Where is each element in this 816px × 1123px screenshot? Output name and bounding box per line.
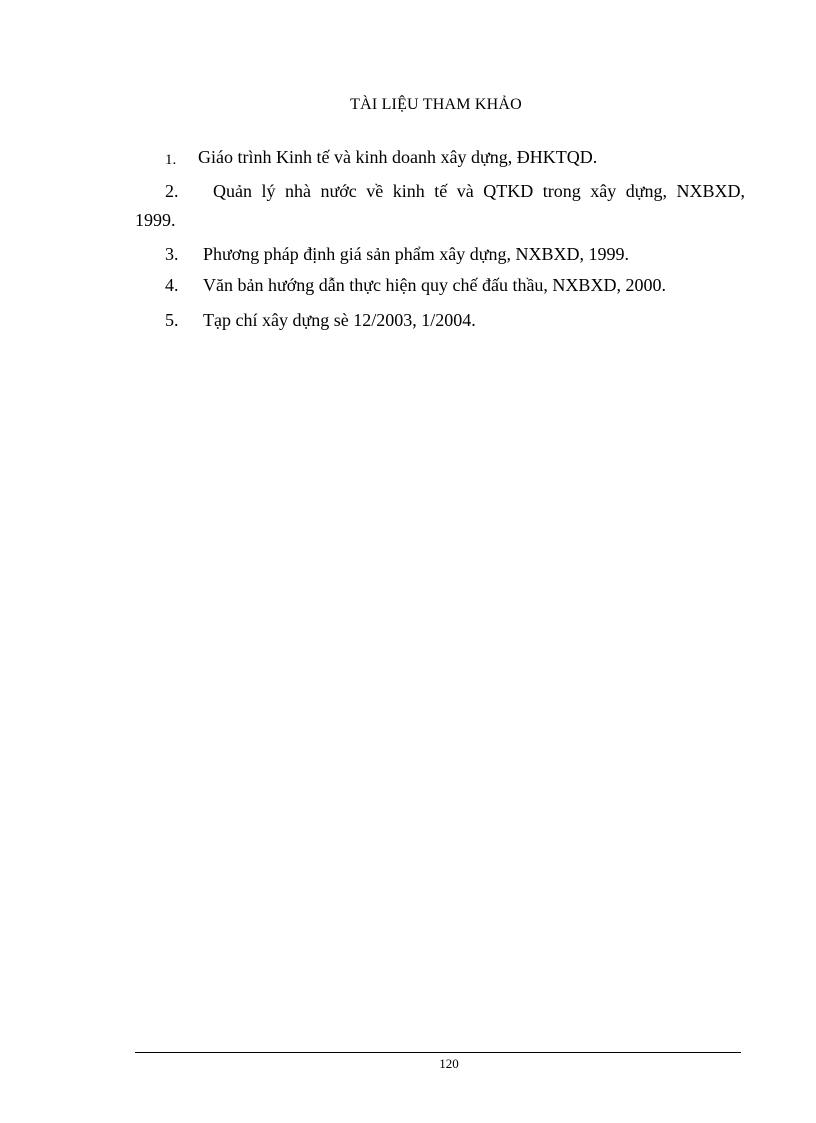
reference-number: 3. [165, 244, 179, 264]
page-title: TÀI LIỆU THAM KHẢO [350, 96, 522, 113]
reference-text: Giáo trình Kinh tế và kinh doanh xây dựng, ĐHKTQD. [198, 147, 598, 167]
reference-number: 4. [165, 275, 179, 295]
reference-text: Phương pháp định giá sản phẩm xây dựng, NXBXD, 1999. [203, 244, 629, 264]
page-number: 120 [439, 1056, 459, 1071]
reference-text: Văn bản hướng dẫn thực hiện quy chế đấu thầu, NXBXD, 2000. [203, 275, 666, 295]
reference-text: Tạp chí xây dựng sè 12/2003, 1/2004. [203, 310, 476, 330]
reference-number: 2. [165, 181, 179, 201]
reference-number: 1. [165, 152, 177, 168]
reference-text: Quản lý nhà nước về kinh tế và QTKD trong xây dựng, NXBXD, [213, 181, 745, 201]
reference-text-continuation: 1999. [135, 210, 176, 230]
footer-divider [135, 1052, 741, 1053]
reference-number: 5. [165, 310, 179, 330]
